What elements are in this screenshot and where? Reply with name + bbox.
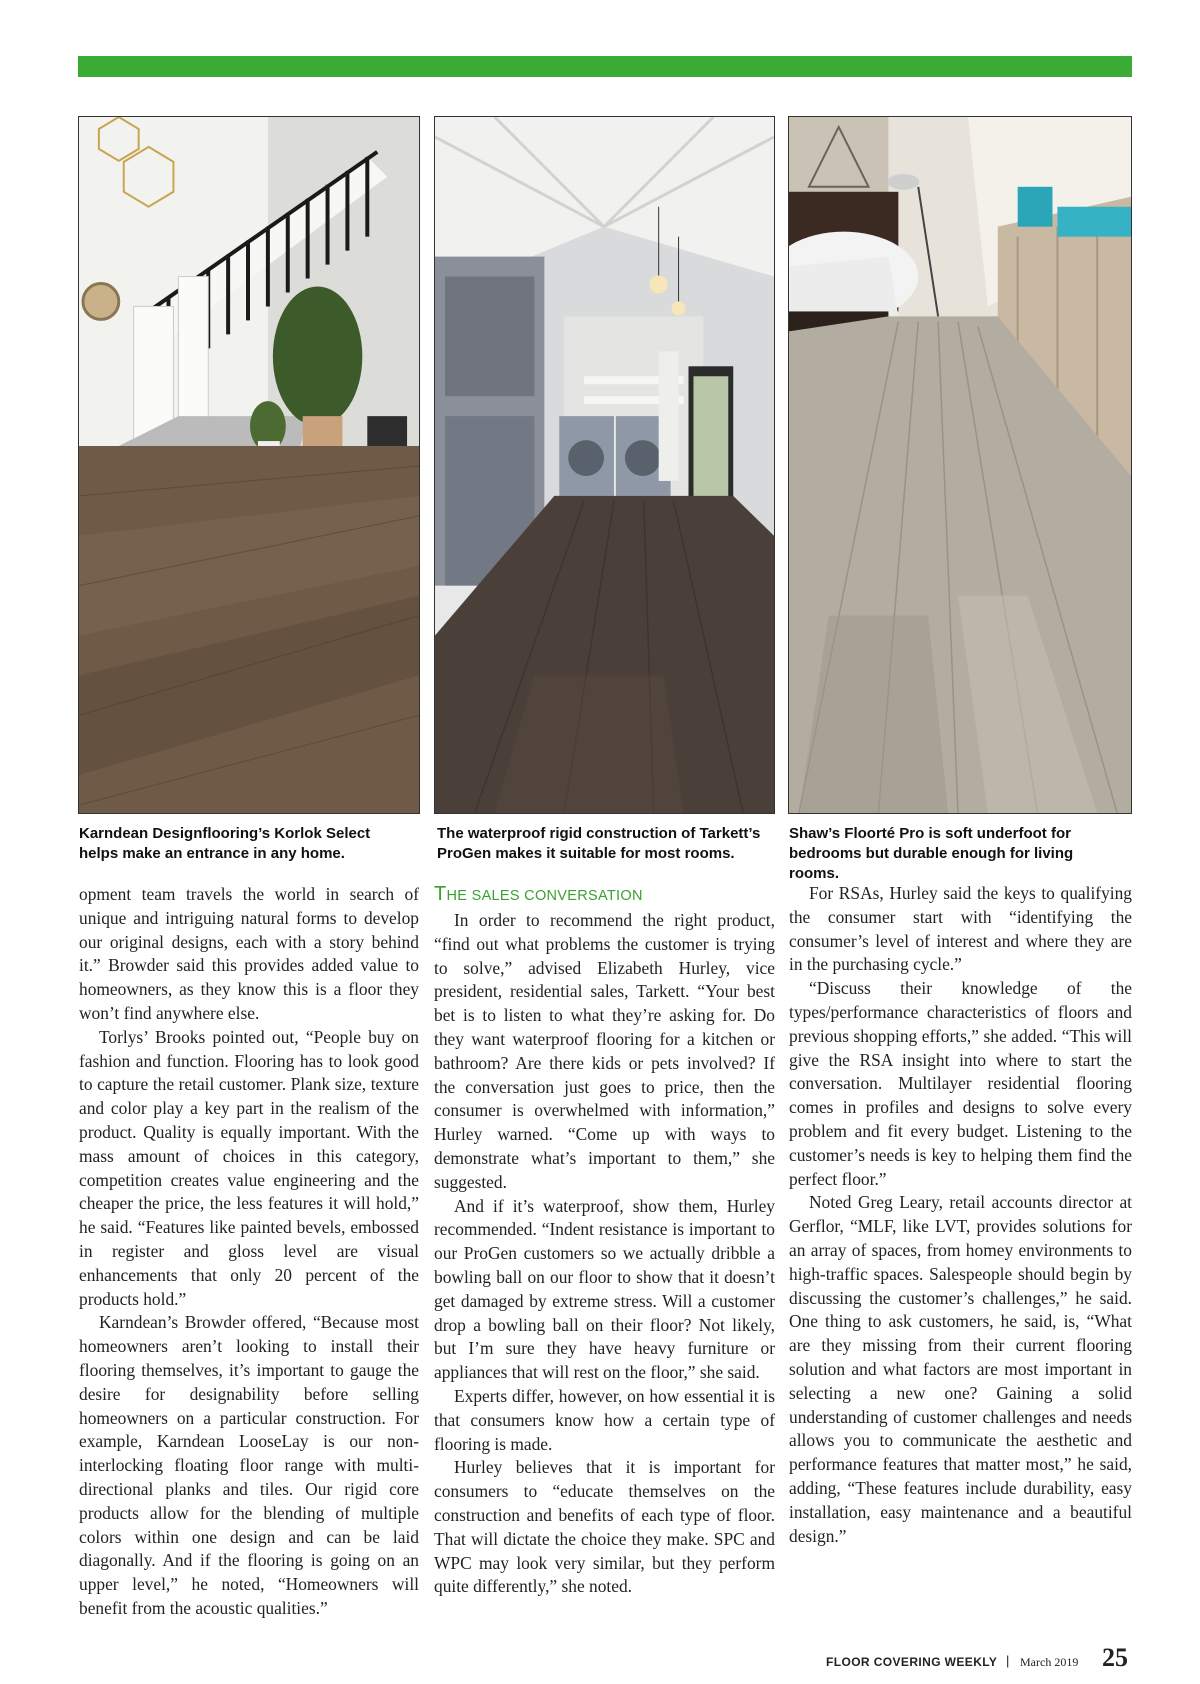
paragraph: opment team travels the world in search of unique and intriguing natural forms to develop our original designs, each with a story behind it.” Browder said this provides added value to homeowners, as they know this is a floor they won’t find anywhere else.: [79, 884, 419, 1023]
page-number: 25: [1102, 1643, 1128, 1672]
photo-caption-shaw: Shaw’s Floorté Pro is soft underfoot for bedrooms but durable enough for living rooms.: [789, 825, 1074, 882]
paragraph: Noted Greg Leary, retail accounts director at Gerflor, “MLF, like LVT, provides solutions for an array of spaces, from homey environments to high-traffic spaces. Salespeople should begin by discussing the customer’s challenges,” he said. One thing to ask customers, he said, is, “What are they missing from their current flooring solution and what factors are most important in selecting a new one? Gaining a solid understanding of customer challenges and needs allows you to communicate the aesthetic and performance features that matter most,” he said, adding, “These features include durability, easy installation, easy maintenance and a beautiful design.”: [789, 1192, 1132, 1546]
footer-separator: |: [1006, 1653, 1010, 1668]
photo-caption-karndean: Karndean Designflooring’s Korlok Select helps make an entrance in any home.: [79, 825, 371, 862]
paragraph: For RSAs, Hurley said the keys to qualifying the consumer start with “identifying the consumer’s level of interest and where they are in the purchasing cycle.”: [789, 883, 1132, 975]
article-column-1: [79, 883, 419, 1621]
section-heading: THE SALES CONVERSATION: [434, 883, 643, 905]
paragraph: Hurley believes that it is important for consumers to “educate themselves on the construction and benefits of each type of floor. That will dictate the choice they make. SPC and WPC may look very similar, but they perform quite differently,” she noted.: [434, 1457, 775, 1597]
article-column-2: [434, 883, 775, 1599]
paragraph: “Discuss their knowledge of the types/performance characteristics of floors and previous shopping efforts,” she added. “This will give the RSA insight into where to start the conversation. Multilayer residential flooring comes in profiles and designs to solve every problem and fit every budget. Listening to the customer’s needs is key to helping them find the perfect floor.”: [789, 978, 1132, 1189]
article-column-3: [789, 882, 1132, 1548]
paragraph: In order to recommend the right product, “find out what problems the customer is trying to solve,” advised Elizabeth Hurley, vice president, residential sales, Tarkett. “Your best bet is to listen to what they’re asking for. Do they want waterproof flooring for a kitchen or bathroom? Are there kids or pets involved? If the conversation just goes to price, then the consumer is overwhelmed with information,” Hurley warned. “Come up with ways to demonstrate what’s important to them,” she suggested.: [434, 910, 775, 1192]
page-footer: [826, 1641, 1132, 1677]
photo-tarkett-mudroom: [434, 116, 775, 814]
photo-karndean-entrance: [78, 116, 420, 814]
magazine-name: FLOOR COVERING WEEKLY: [826, 1655, 998, 1669]
paragraph: Karndean’s Browder offered, “Because most homeowners aren’t looking to install their flooring themselves, it’s important to gauge the desire for designability before selling homeowners on a particular construction. For example, Karndean LooseLay is our non-interlocking floating floor range with multi-directional planks and tiles. Our rigid core products allow for the blending of multiple colors within one design and can be laid diagonally. And if the flooring is going on an upper level,” he noted, “Homeowners will benefit from the acoustic qualities.”: [79, 1312, 419, 1618]
issue-date: March 2019: [1020, 1655, 1079, 1669]
paragraph: Experts differ, however, on how essential it is that consumers know how a certain type of flooring is made.: [434, 1385, 775, 1454]
header-accent-bar: [78, 56, 1132, 77]
photo-shaw-bedroom: [788, 116, 1132, 814]
paragraph: Torlys’ Brooks pointed out, “People buy on fashion and function. Flooring has to look good to capture the retail customer. Plank size, texture and color play a key part in the realism of the product. Quality is equally important. With the mass amount of choices in this category, competition creates value engineering and the cheaper the price, the less features it will hold,” he said. “Features like painted bevels, embossed in register and gloss level are visual enhancements that only 20 percent of the products hold.”: [79, 1026, 419, 1309]
photo-caption-tarkett: The waterproof rigid construction of Tarkett’s ProGen makes it suitable for most rooms.: [437, 825, 761, 862]
paragraph: And if it’s waterproof, show them, Hurley recommended. “Indent resistance is important to our ProGen customers so we actually dribble a bowling ball on our floor to show that it doesn’t get damaged by extreme stress. Will a customer drop a bowling ball on their floor? Not likely, but I’m sure they have heavy furniture or appliances that will rest on the floor,” she said.: [434, 1195, 775, 1383]
